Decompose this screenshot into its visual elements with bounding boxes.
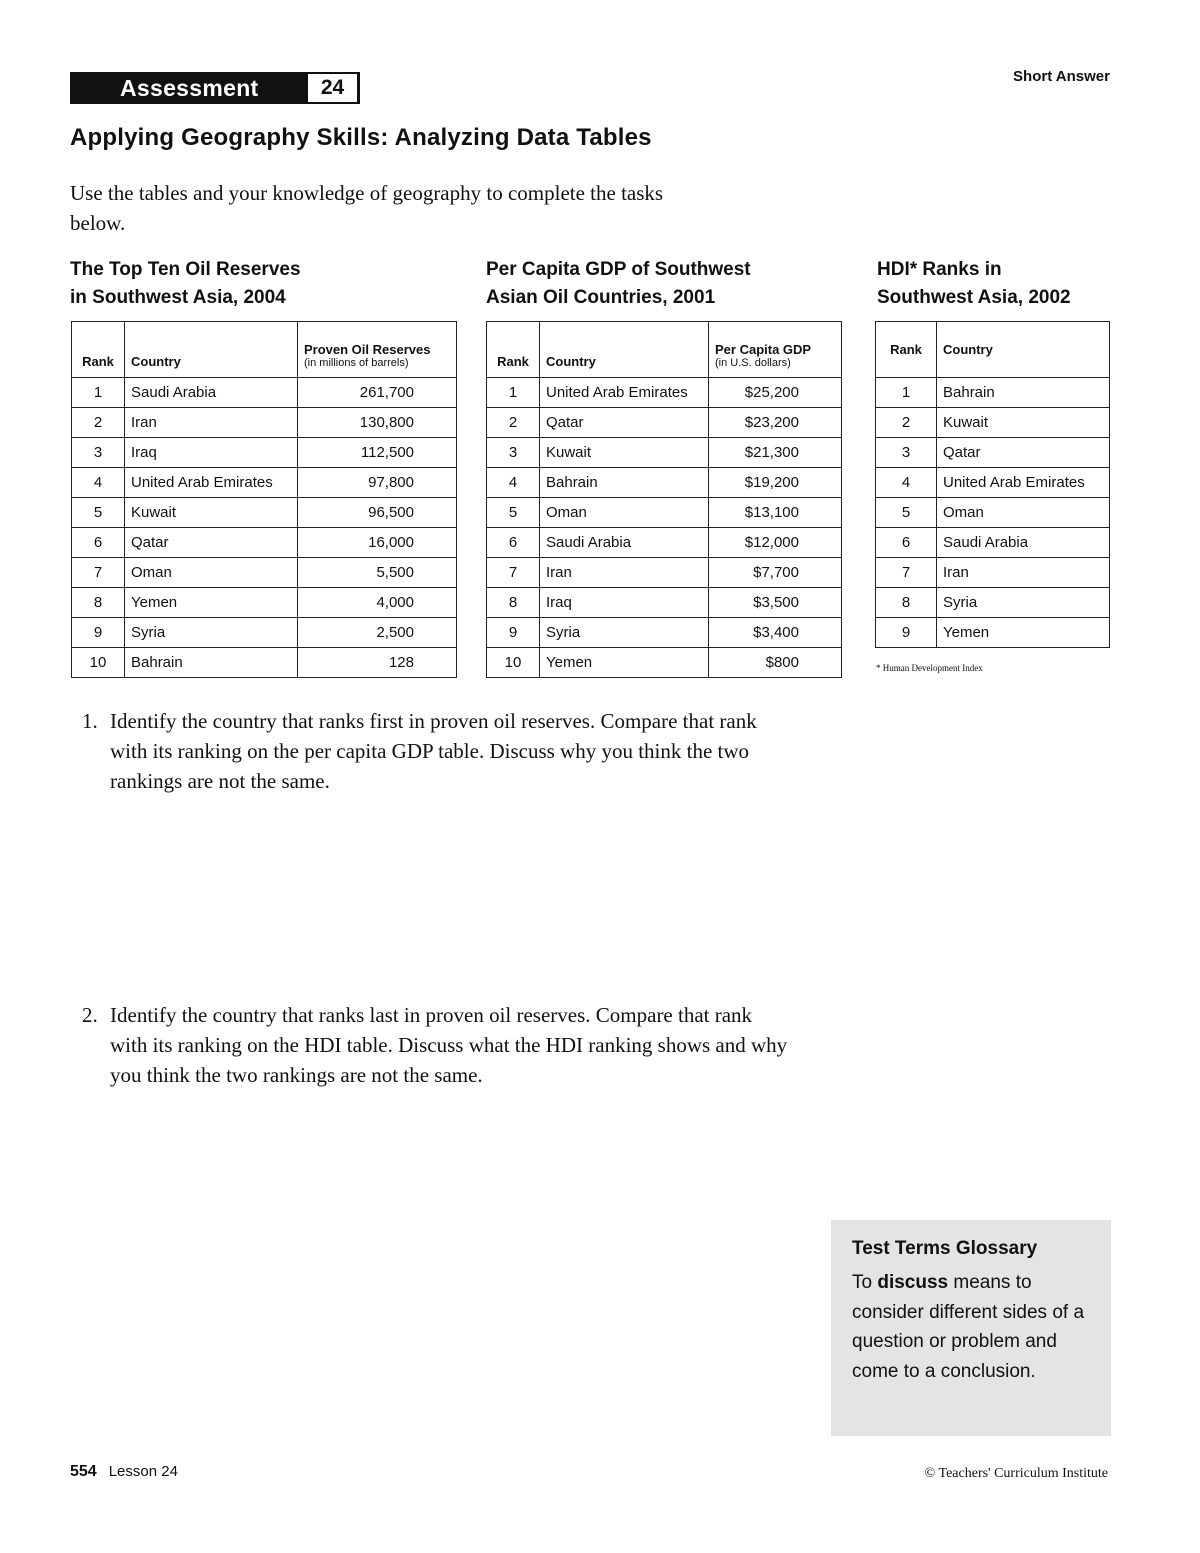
oil-table-title-line2: in Southwest Asia, 2004 bbox=[70, 287, 286, 308]
question-2 bbox=[82, 1000, 802, 1095]
intro-text: Use the tables and your knowledge of geography to complete the tasks below. bbox=[70, 181, 664, 235]
gdp-cell-value: $800 bbox=[709, 648, 842, 678]
table-row bbox=[487, 498, 842, 528]
oil-cell-rank: 8 bbox=[72, 588, 125, 618]
gdp-cell-country: Iran bbox=[540, 558, 709, 588]
table-row bbox=[487, 558, 842, 588]
table-row bbox=[487, 648, 842, 678]
oil-col-value-label: Proven Oil Reserves bbox=[304, 342, 431, 357]
oil-cell-country: Bahrain bbox=[125, 648, 298, 678]
page-title: Applying Geography Skills: Analyzing Data Tables bbox=[70, 124, 652, 151]
hdi-cell-country: Syria bbox=[937, 588, 1110, 618]
oil-cell-country: Oman bbox=[125, 558, 298, 588]
table-row bbox=[876, 498, 1110, 528]
hdi-cell-rank: 8 bbox=[876, 588, 937, 618]
oil-cell-rank: 1 bbox=[72, 378, 125, 408]
oil-cell-value: 96,500 bbox=[298, 498, 457, 528]
oil-cell-value: 16,000 bbox=[298, 528, 457, 558]
oil-cell-rank: 7 bbox=[72, 558, 125, 588]
glossary-suffix: means to consider different sides of a question or problem and come to a conclusion. bbox=[852, 1272, 1085, 1382]
oil-table-title bbox=[70, 256, 301, 312]
table-row bbox=[487, 438, 842, 468]
oil-cell-rank: 10 bbox=[72, 648, 125, 678]
hdi-col-rank: Rank bbox=[876, 322, 937, 378]
gdp-cell-rank: 6 bbox=[487, 528, 540, 558]
gdp-cell-rank: 8 bbox=[487, 588, 540, 618]
gdp-cell-value: $21,300 bbox=[709, 438, 842, 468]
gdp-cell-rank: 10 bbox=[487, 648, 540, 678]
table-row bbox=[487, 468, 842, 498]
oil-cell-rank: 9 bbox=[72, 618, 125, 648]
gdp-table-title-line1: Per Capita GDP of Southwest bbox=[486, 259, 751, 280]
table-row bbox=[876, 468, 1110, 498]
gdp-cell-rank: 9 bbox=[487, 618, 540, 648]
table-row bbox=[876, 438, 1110, 468]
oil-cell-country: Saudi Arabia bbox=[125, 378, 298, 408]
table-row bbox=[876, 588, 1110, 618]
hdi-cell-rank: 3 bbox=[876, 438, 937, 468]
oil-col-value-sub: (in millions of barrels) bbox=[304, 357, 409, 369]
hdi-cell-rank: 7 bbox=[876, 558, 937, 588]
question-2-text: Identify the country that ranks last in proven oil reserves. Compare that rank with its ranking on the HDI table. Discuss what the HDI ranking shows and why you think the two rankings are not the same. bbox=[110, 1003, 788, 1087]
table-row bbox=[876, 378, 1110, 408]
hdi-cell-rank: 5 bbox=[876, 498, 937, 528]
hdi-cell-rank: 6 bbox=[876, 528, 937, 558]
gdp-cell-rank: 3 bbox=[487, 438, 540, 468]
hdi-cell-country: Yemen bbox=[937, 618, 1110, 648]
table-row bbox=[876, 558, 1110, 588]
gdp-cell-country: Iraq bbox=[540, 588, 709, 618]
table-row bbox=[72, 648, 457, 678]
hdi-table bbox=[875, 321, 1110, 648]
table-row bbox=[876, 618, 1110, 648]
oil-col-value bbox=[298, 322, 457, 378]
glossary-title: Test Terms Glossary bbox=[852, 1238, 1038, 1259]
gdp-cell-country: Yemen bbox=[540, 648, 709, 678]
hdi-footnote: * Human Development Index bbox=[876, 663, 983, 673]
hdi-cell-country: Iran bbox=[937, 558, 1110, 588]
gdp-cell-value: $3,400 bbox=[709, 618, 842, 648]
footer-page bbox=[70, 1463, 178, 1481]
oil-cell-value: 112,500 bbox=[298, 438, 457, 468]
glossary-prefix: To bbox=[852, 1272, 878, 1293]
oil-cell-value: 128 bbox=[298, 648, 457, 678]
gdp-cell-value: $3,500 bbox=[709, 588, 842, 618]
hdi-cell-rank: 4 bbox=[876, 468, 937, 498]
gdp-cell-country: United Arab Emirates bbox=[540, 378, 709, 408]
gdp-cell-country: Bahrain bbox=[540, 468, 709, 498]
oil-cell-country: Iraq bbox=[125, 438, 298, 468]
oil-reserves-table bbox=[71, 321, 457, 678]
gdp-col-country: Country bbox=[540, 322, 709, 378]
question-1 bbox=[82, 706, 802, 801]
glossary-term: discuss bbox=[877, 1272, 949, 1293]
question-1-text: Identify the country that ranks first in proven oil reserves. Compare that rank with its ranking on the per capita GDP table. Discuss why you think the two rankings are not the same. bbox=[110, 709, 757, 793]
oil-cell-rank: 5 bbox=[72, 498, 125, 528]
hdi-table-title-line1: HDI* Ranks in bbox=[877, 259, 1002, 280]
table-row bbox=[487, 408, 842, 438]
table-row bbox=[72, 558, 457, 588]
oil-cell-value: 261,700 bbox=[298, 378, 457, 408]
gdp-col-value-sub: (in U.S. dollars) bbox=[715, 357, 791, 369]
hdi-cell-country: Qatar bbox=[937, 438, 1110, 468]
oil-cell-country: United Arab Emirates bbox=[125, 468, 298, 498]
table-row bbox=[487, 588, 842, 618]
oil-cell-rank: 3 bbox=[72, 438, 125, 468]
gdp-col-value-label: Per Capita GDP bbox=[715, 342, 812, 357]
oil-cell-country: Kuwait bbox=[125, 498, 298, 528]
hdi-cell-rank: 2 bbox=[876, 408, 937, 438]
gdp-cell-rank: 2 bbox=[487, 408, 540, 438]
gdp-cell-country: Syria bbox=[540, 618, 709, 648]
gdp-cell-rank: 5 bbox=[487, 498, 540, 528]
gdp-cell-value: $25,200 bbox=[709, 378, 842, 408]
assessment-number: 24 bbox=[308, 74, 357, 102]
table-row bbox=[487, 528, 842, 558]
table-row bbox=[72, 468, 457, 498]
gdp-cell-country: Oman bbox=[540, 498, 709, 528]
question-1-number: 1. bbox=[82, 709, 98, 733]
copyright: © Teachers' Curriculum Institute bbox=[924, 1466, 1108, 1481]
table-row bbox=[72, 528, 457, 558]
table-row bbox=[72, 498, 457, 528]
hdi-col-country: Country bbox=[937, 322, 1110, 378]
table-row bbox=[72, 618, 457, 648]
gdp-cell-value: $23,200 bbox=[709, 408, 842, 438]
table-row bbox=[876, 408, 1110, 438]
table-row bbox=[72, 378, 457, 408]
oil-cell-value: 97,800 bbox=[298, 468, 457, 498]
gdp-cell-value: $19,200 bbox=[709, 468, 842, 498]
oil-cell-value: 2,500 bbox=[298, 618, 457, 648]
oil-col-country: Country bbox=[125, 322, 298, 378]
oil-cell-rank: 4 bbox=[72, 468, 125, 498]
oil-cell-country: Syria bbox=[125, 618, 298, 648]
section-type-label: Short Answer bbox=[1013, 68, 1110, 85]
hdi-table-title bbox=[877, 256, 1071, 312]
hdi-cell-country: Kuwait bbox=[937, 408, 1110, 438]
gdp-cell-value: $12,000 bbox=[709, 528, 842, 558]
oil-cell-value: 4,000 bbox=[298, 588, 457, 618]
hdi-cell-country: United Arab Emirates bbox=[937, 468, 1110, 498]
gdp-table bbox=[486, 321, 842, 678]
oil-cell-value: 5,500 bbox=[298, 558, 457, 588]
question-2-number: 2. bbox=[82, 1003, 98, 1027]
hdi-table-title-line2: Southwest Asia, 2002 bbox=[877, 287, 1071, 308]
gdp-table-title-line2: Asian Oil Countries, 2001 bbox=[486, 287, 716, 308]
oil-table-title-line1: The Top Ten Oil Reserves bbox=[70, 259, 301, 280]
oil-cell-value: 130,800 bbox=[298, 408, 457, 438]
oil-cell-rank: 6 bbox=[72, 528, 125, 558]
table-row bbox=[876, 528, 1110, 558]
gdp-cell-country: Saudi Arabia bbox=[540, 528, 709, 558]
gdp-table-title bbox=[486, 256, 751, 312]
table-row bbox=[487, 378, 842, 408]
hdi-cell-rank: 1 bbox=[876, 378, 937, 408]
gdp-col-rank: Rank bbox=[487, 322, 540, 378]
table-row bbox=[72, 588, 457, 618]
gdp-col-value bbox=[709, 322, 842, 378]
gdp-cell-rank: 1 bbox=[487, 378, 540, 408]
table-row bbox=[72, 408, 457, 438]
gdp-cell-rank: 4 bbox=[487, 468, 540, 498]
assessment-label: Assessment bbox=[120, 75, 259, 101]
oil-cell-country: Yemen bbox=[125, 588, 298, 618]
glossary-body bbox=[852, 1268, 1102, 1386]
oil-cell-country: Qatar bbox=[125, 528, 298, 558]
table-row bbox=[487, 618, 842, 648]
gdp-cell-value: $7,700 bbox=[709, 558, 842, 588]
gdp-cell-country: Kuwait bbox=[540, 438, 709, 468]
oil-cell-country: Iran bbox=[125, 408, 298, 438]
gdp-cell-country: Qatar bbox=[540, 408, 709, 438]
gdp-cell-rank: 7 bbox=[487, 558, 540, 588]
page-number: 554 bbox=[70, 1463, 97, 1480]
gdp-cell-value: $13,100 bbox=[709, 498, 842, 528]
oil-col-rank: Rank bbox=[72, 322, 125, 378]
oil-cell-rank: 2 bbox=[72, 408, 125, 438]
hdi-cell-country: Bahrain bbox=[937, 378, 1110, 408]
lesson-label: Lesson 24 bbox=[108, 1463, 178, 1480]
hdi-cell-country: Oman bbox=[937, 498, 1110, 528]
table-row bbox=[72, 438, 457, 468]
hdi-cell-country: Saudi Arabia bbox=[937, 528, 1110, 558]
hdi-cell-rank: 9 bbox=[876, 618, 937, 648]
